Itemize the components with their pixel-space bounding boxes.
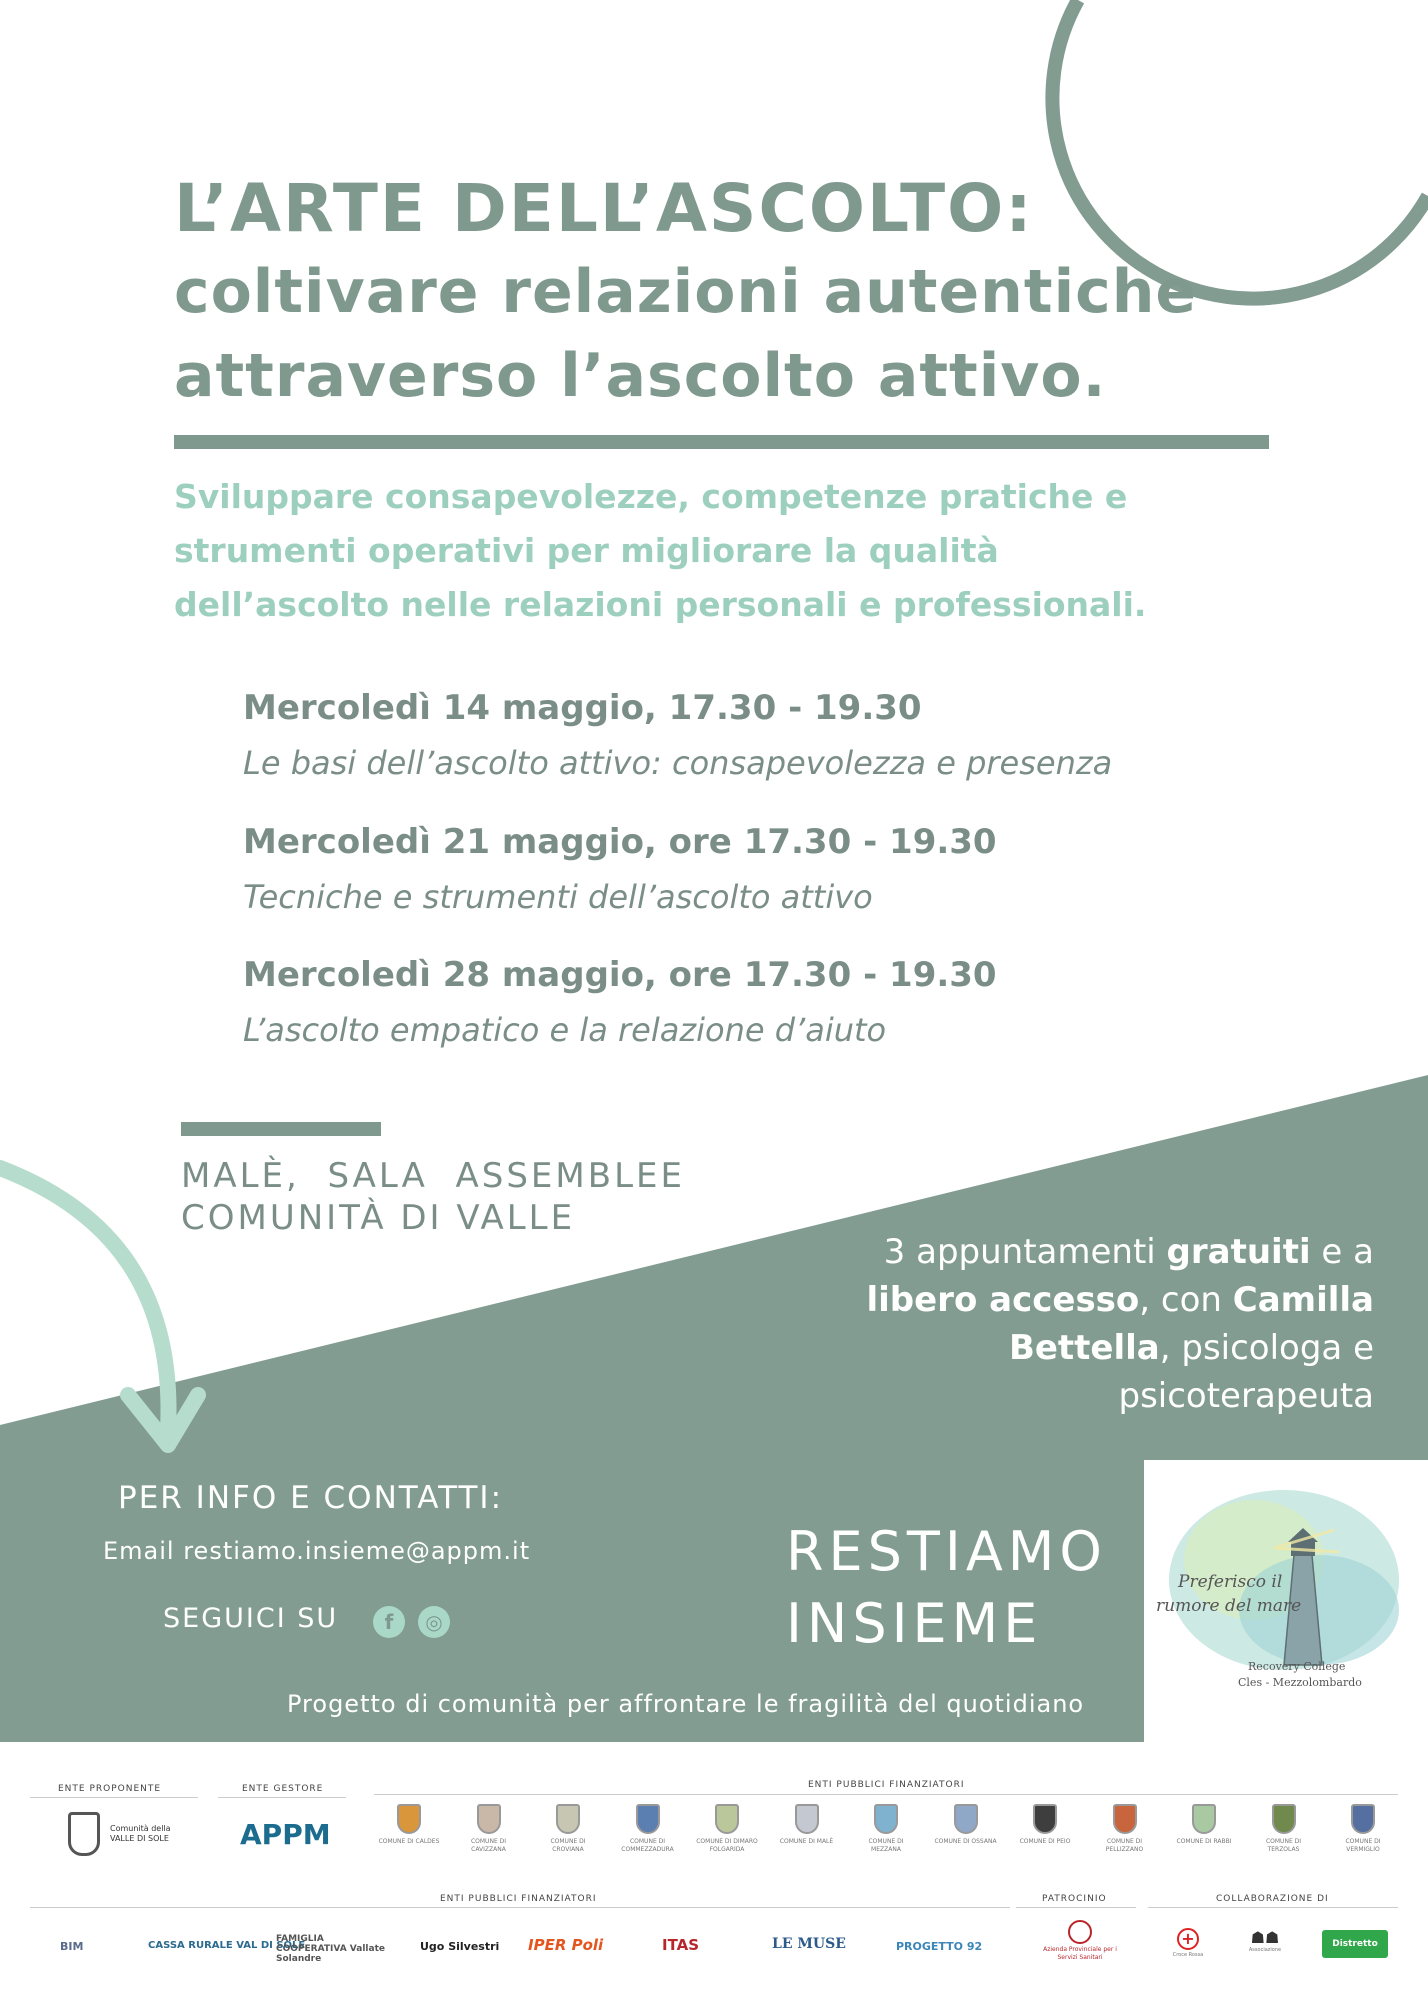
comune-crest — [774, 1804, 840, 1846]
sponsor-logo: PROGETTO 92 — [896, 1940, 983, 1953]
event-date: Mercoledì 28 maggio, ore 17.30 - 19.30 — [243, 955, 997, 995]
comune-crest — [853, 1804, 919, 1854]
comune-name: COMUNE DI CROVIANA — [550, 1838, 586, 1853]
title-line-2: coltivare relazioni autentiche — [174, 257, 1198, 327]
comune-name: COMUNE DI COMMEZZADURA — [621, 1838, 674, 1853]
tower-icon — [68, 1812, 100, 1856]
comune-name: COMUNE DI MEZZANA — [868, 1838, 904, 1853]
free-access-info — [754, 1228, 1374, 1420]
crest-shield-icon — [1192, 1804, 1216, 1834]
comune-name: COMUNE DI CAVIZZANA — [470, 1838, 507, 1853]
event-topic: L’ascolto empatico e la relazione d’aiuto — [243, 1011, 887, 1049]
instagram-icon[interactable]: ◎ — [418, 1606, 450, 1638]
sponsor-logo: IPER Poli — [528, 1936, 604, 1954]
comune-crest — [933, 1804, 999, 1846]
event-topic: Le basi dell’ascolto attivo: consapevolezza e presenza — [243, 744, 1113, 782]
comune-crest — [456, 1804, 522, 1854]
event-date: Mercoledì 14 maggio, 17.30 - 19.30 — [243, 688, 922, 728]
caption-patrocinio: PATROCINIO — [1042, 1894, 1107, 1904]
sponsor-logo: Ugo Silvestri — [420, 1940, 500, 1953]
contact-email[interactable]: Email restiamo.insieme@appm.it — [103, 1537, 531, 1565]
comune-crest — [1012, 1804, 1078, 1846]
comunita-valle-sole-logo — [66, 1810, 176, 1860]
event-1 — [243, 680, 1393, 790]
crest-shield-icon — [795, 1804, 819, 1834]
crest-shield-icon — [1033, 1804, 1057, 1834]
info-text: 3 appuntamenti — [883, 1232, 1167, 1272]
associazione-logo — [1240, 1928, 1290, 1953]
event-3 — [243, 947, 1393, 1057]
contacts-heading: PER INFO E CONTATTI: — [118, 1480, 504, 1516]
logo-script-line-1: Preferisco il — [1178, 1572, 1283, 1592]
croce-rossa-logo — [1168, 1928, 1208, 1958]
subtitle-line-3: dell’ascolto nelle relazioni personali e professionali. — [174, 585, 1147, 624]
subtitle-line-1: Sviluppare consapevolezze, competenze pratiche e — [174, 477, 1128, 516]
comune-crest — [1330, 1804, 1396, 1854]
apss-logo — [1040, 1920, 1120, 1962]
venue — [181, 1155, 685, 1239]
info-text: e a — [1310, 1232, 1374, 1272]
crest-shield-icon — [874, 1804, 898, 1834]
sponsor-logo: BIM — [60, 1940, 84, 1953]
recovery-college-logo — [1144, 1460, 1428, 1742]
facebook-icon[interactable]: f — [373, 1606, 405, 1638]
logo-name: Recovery College — [1248, 1660, 1346, 1673]
crest-shield-icon — [636, 1804, 660, 1834]
comune-crest — [535, 1804, 601, 1854]
event-date: Mercoledì 21 maggio, ore 17.30 - 19.30 — [243, 822, 997, 862]
sponsor-logo: LE MUSE — [772, 1936, 846, 1952]
title-divider — [174, 435, 1269, 449]
info-text: , con — [1139, 1280, 1233, 1320]
comune-name: COMUNE DI TERZOLAS — [1265, 1838, 1302, 1853]
caption-rule — [30, 1907, 1010, 1908]
subtitle-line-2: strumenti operativi per migliorare la qualità — [174, 531, 999, 570]
crest-shield-icon — [1113, 1804, 1137, 1834]
distretto-family-logo: Distretto Family — [1322, 1930, 1388, 1958]
comune-name: COMUNE DI CALDES — [378, 1838, 440, 1845]
caption-enti-finanziatori-bottom: ENTI PUBBLICI FINANZIATORI — [440, 1894, 597, 1904]
logo-script-line-2: rumore del mare — [1156, 1596, 1302, 1616]
main-title — [174, 168, 1314, 418]
speaker-first-name: Camilla — [1232, 1280, 1374, 1320]
crest-shield-icon — [477, 1804, 501, 1834]
comune-crest — [1171, 1804, 1237, 1846]
caption-rule — [1148, 1907, 1398, 1908]
crest-shield-icon — [556, 1804, 580, 1834]
collab-logo-text: Croce Rossa — [1172, 1952, 1204, 1958]
project-tagline: Progetto di comunità per affrontare le fragilità del quotidiano — [287, 1690, 1085, 1718]
subtitle — [174, 470, 1294, 632]
footer-logos — [0, 1742, 1428, 2000]
sponsor-logo: CASSA RURALE VAL DI SOLE — [148, 1940, 306, 1951]
info-text: psicoterapeuta — [1118, 1376, 1374, 1416]
comune-crest — [1251, 1804, 1317, 1854]
follow-us-label: SEGUICI SU — [163, 1603, 339, 1634]
caption-collaborazione: COLLABORAZIONE DI — [1216, 1894, 1329, 1904]
brand-line-1: RESTIAMO — [786, 1520, 1107, 1583]
comunita-logo-text: Comunità della VALLE DI SOLE — [110, 1824, 171, 1843]
people-icon: ☗☗ — [1250, 1928, 1280, 1947]
comune-crest — [1092, 1804, 1158, 1854]
brand-line-2: INSIEME — [786, 1592, 1043, 1655]
caption-rule — [30, 1797, 198, 1798]
caption-ente-gestore: ENTE GESTORE — [242, 1784, 324, 1794]
venue-line-1: MALÈ, SALA ASSEMBLEE — [181, 1156, 685, 1196]
appm-logo: APPM — [240, 1818, 331, 1851]
crest-shield-icon — [954, 1804, 978, 1834]
crest-shield-icon — [397, 1804, 421, 1834]
apss-logo-text: Azienda Provinciale per i Servizi Sanitari — [1043, 1946, 1117, 1961]
comune-name: COMUNE DI RABBI — [1176, 1838, 1232, 1845]
info-bold: libero accesso — [866, 1280, 1140, 1320]
comune-name: COMUNE DI DIMARO FOLGARIDA — [696, 1838, 758, 1853]
caption-enti-finanziatori-top: ENTI PUBBLICI FINANZIATORI — [808, 1780, 965, 1790]
comune-name: COMUNE DI VERMIGLIO — [1345, 1838, 1381, 1853]
event-2 — [243, 814, 1393, 924]
info-bold: gratuiti — [1166, 1232, 1311, 1272]
apss-icon — [1068, 1920, 1092, 1944]
caption-rule — [374, 1794, 1398, 1795]
caption-rule — [218, 1797, 346, 1798]
sponsor-logo: FAMIGLIA COOPERATIVA Vallate Solandre — [276, 1934, 385, 1964]
speaker-last-name: Bettella — [1008, 1328, 1160, 1368]
comune-name: COMUNE DI MALÈ — [779, 1838, 834, 1845]
caption-ente-proponente: ENTE PROPONENTE — [58, 1784, 162, 1794]
crest-shield-icon — [715, 1804, 739, 1834]
comune-name: COMUNE DI OSSANA — [934, 1838, 997, 1845]
comune-crest — [694, 1804, 760, 1854]
logo-place: Cles - Mezzolombardo — [1238, 1676, 1362, 1689]
crest-shield-icon — [1351, 1804, 1375, 1834]
red-cross-icon: + — [1177, 1928, 1199, 1950]
comune-crest — [615, 1804, 681, 1854]
caption-rule — [1016, 1907, 1136, 1908]
comune-name: COMUNE DI PEIO — [1019, 1838, 1071, 1845]
crest-shield-icon — [1272, 1804, 1296, 1834]
sponsor-logo: ITAS — [662, 1936, 700, 1954]
info-text: , psicologa e — [1159, 1328, 1374, 1368]
venue-divider — [181, 1122, 381, 1136]
collab-logo-text: Associazione — [1248, 1947, 1282, 1953]
event-topic: Tecniche e strumenti dell’ascolto attivo — [243, 878, 873, 916]
comune-name: COMUNE DI PELLIZZANO — [1105, 1838, 1144, 1853]
title-line-1: L’ARTE DELL’ASCOLTO: — [174, 170, 1034, 247]
venue-line-2: COMUNITÀ DI VALLE — [181, 1198, 576, 1238]
comune-crest — [376, 1804, 442, 1846]
title-line-3: attraverso l’ascolto attivo. — [174, 341, 1107, 411]
